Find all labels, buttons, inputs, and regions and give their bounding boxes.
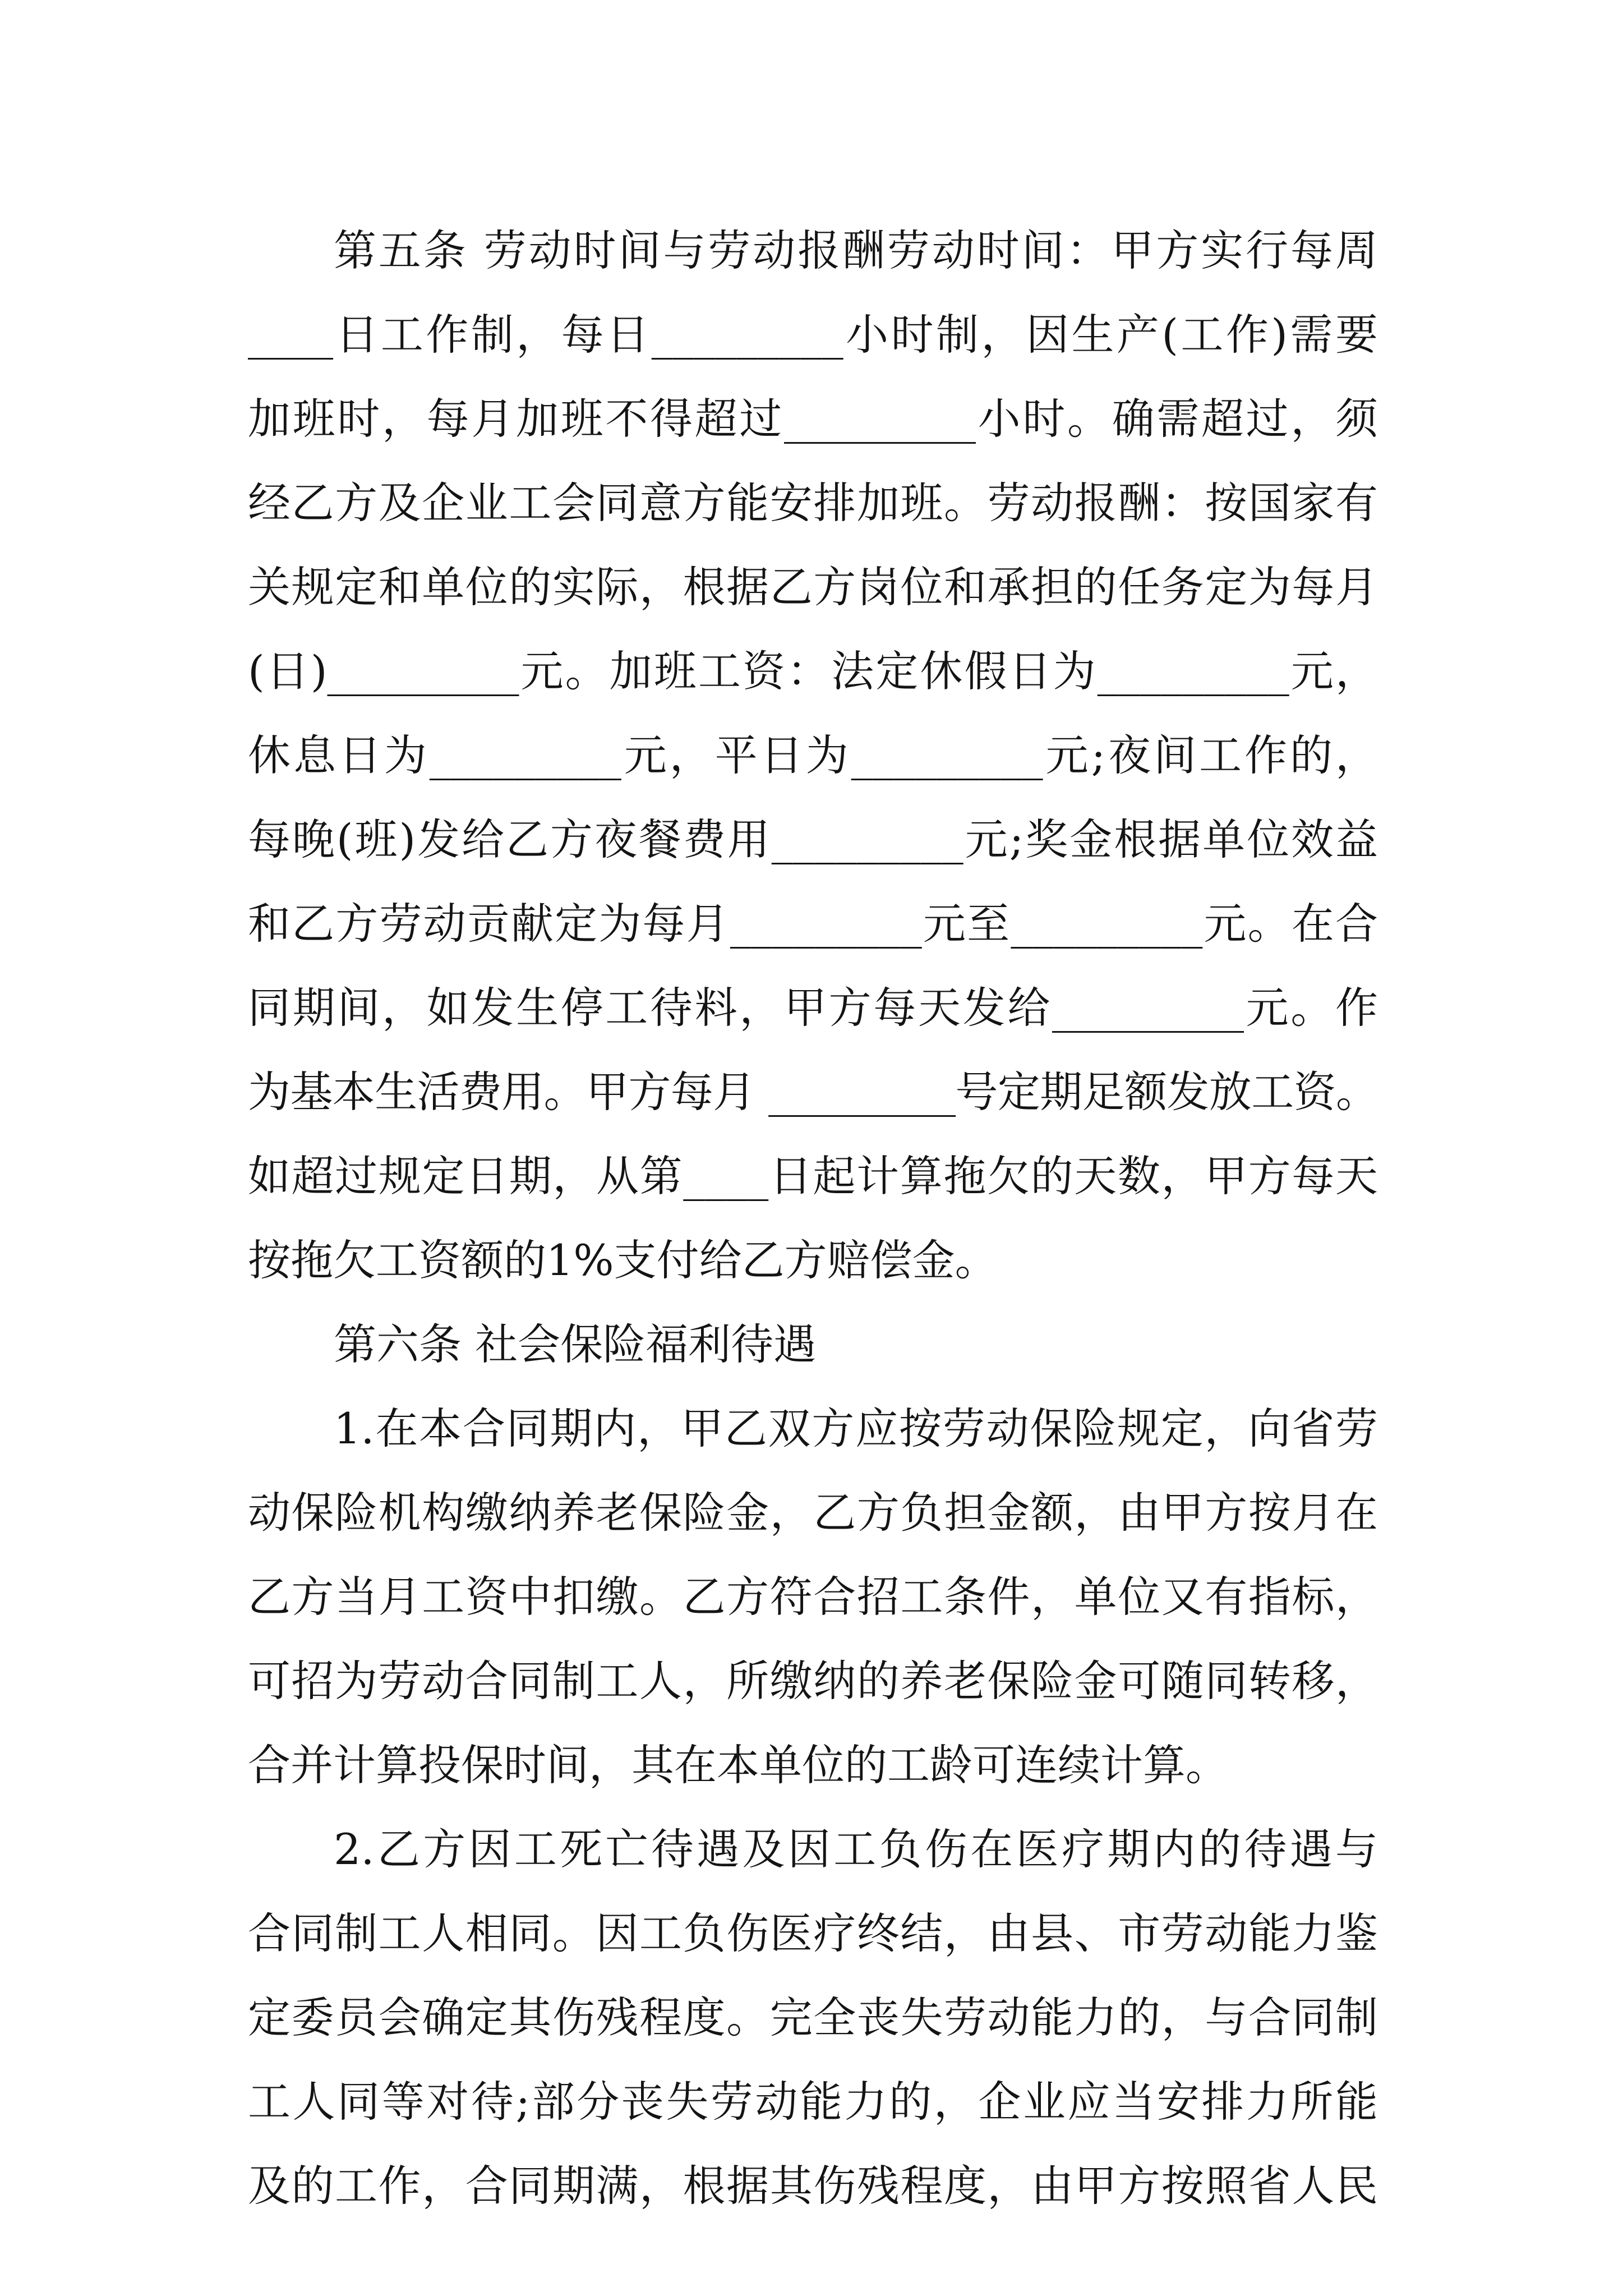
text-line: 第五条 劳动时间与劳动报酬劳动时间：甲方实行每周 <box>334 226 1378 275</box>
text-line: 经乙方及企业工会同意方能安排加班。劳动报酬：按国家有 <box>248 478 1378 528</box>
text-line: 及的工作，合同期满，根据其伤残程度，由甲方按照省人民 <box>248 2161 1378 2211</box>
document-page <box>248 209 1378 2228</box>
text-line: 同期间，如发生停工待料，甲方每天发给_________元。作 <box>248 983 1378 1033</box>
text-line: 可招为劳动合同制工人，所缴纳的养老保险金可随同转移， <box>248 1656 1378 1706</box>
text-line: 2.乙方因工死亡待遇及因工负伤在医疗期内的待遇与 <box>334 1824 1378 1874</box>
text-line: 定委员会确定其伤残程度。完全丧失劳动能力的，与合同制 <box>248 1993 1378 2042</box>
text-line: 乙方当月工资中扣缴。乙方符合招工条件，单位又有指标， <box>248 1572 1378 1622</box>
text-line: 每晚(班)发给乙方夜餐费用_________元;奖金根据单位效益 <box>248 815 1378 864</box>
text-line: 合同制工人相同。因工负伤医疗终结，由县、市劳动能力鉴 <box>248 1908 1378 1958</box>
text-line: 为基本生活费用。甲方每月 _________号定期足额发放工资。 <box>248 1067 1378 1117</box>
text-line: 关规定和单位的实际，根据乙方岗位和承担的任务定为每月 <box>248 562 1378 612</box>
text-line: 休息日为_________元，平日为_________元;夜间工作的， <box>248 730 1378 780</box>
text-line: 加班时，每月加班不得超过_________小时。确需超过，须 <box>248 394 1378 444</box>
text-line: 如超过规定日期，从第____日起计算拖欠的天数，甲方每天 <box>248 1151 1378 1201</box>
text-line: 按拖欠工资额的1%支付给乙方赔偿金。 <box>248 1235 998 1285</box>
text-line: 1.在本合同期内，甲乙双方应按劳动保险规定，向省劳 <box>334 1404 1378 1453</box>
text-line: 合并计算投保时间，其在本单位的工龄可连续计算。 <box>248 1740 1228 1790</box>
text-line: 和乙方劳动贡献定为每月_________元至_________元。在合 <box>248 899 1378 949</box>
text-line: 动保险机构缴纳养老保险金，乙方负担金额，由甲方按月在 <box>248 1488 1378 1538</box>
section-heading: 第六条 社会保险福利待遇 <box>334 1319 817 1369</box>
text-line: (日)_________元。加班工资：法定休假日为_________元， <box>248 646 1378 696</box>
text-line: ____日工作制，每日_________小时制，因生产(工作)需要 <box>248 310 1378 360</box>
text-line: 工人同等对待;部分丧失劳动能力的，企业应当安排力所能 <box>248 2077 1378 2127</box>
